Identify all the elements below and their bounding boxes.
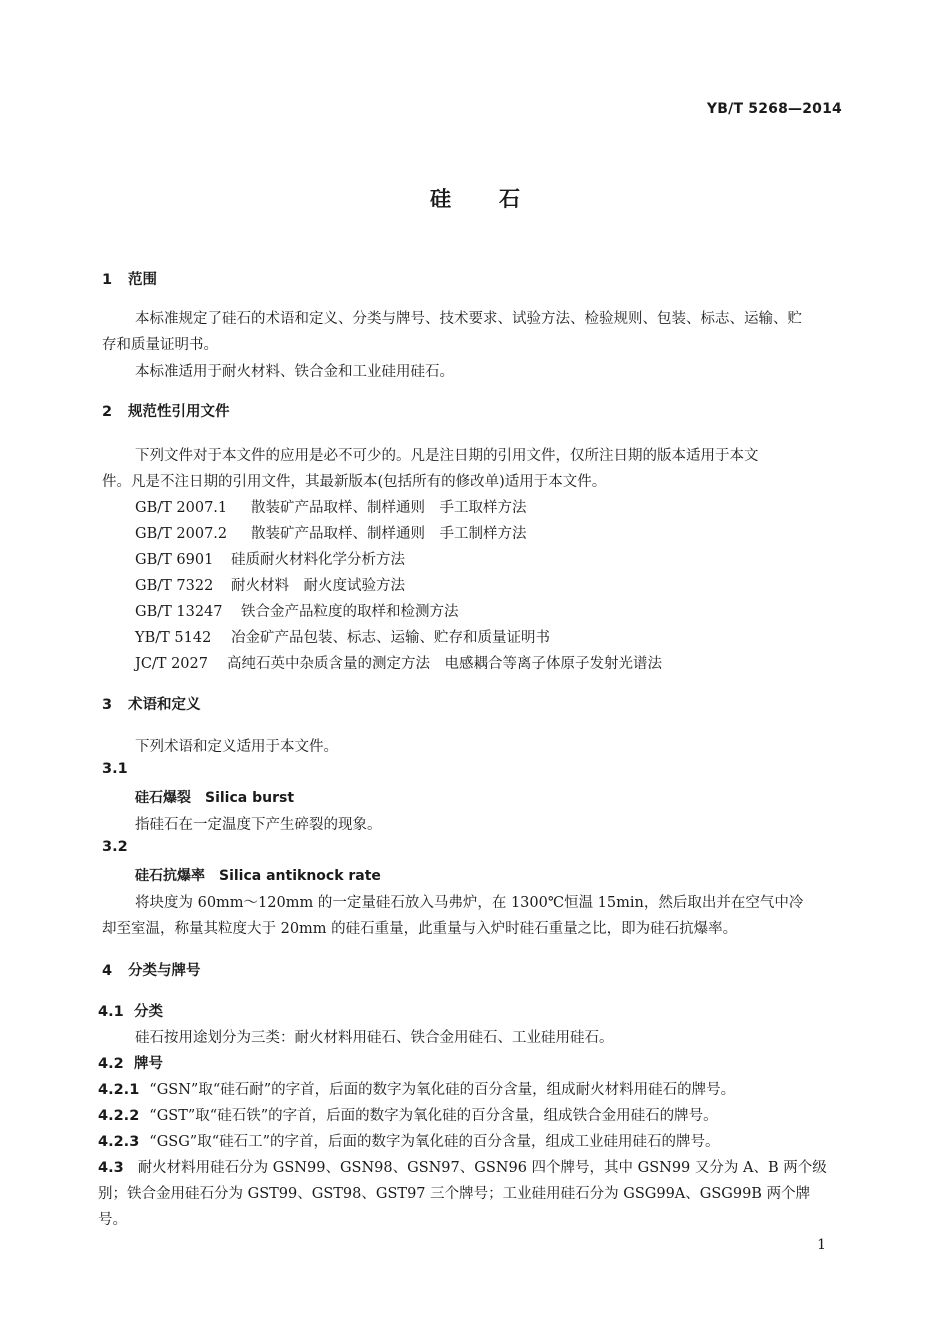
term-entry xyxy=(135,865,381,885)
clause-4-2-3 xyxy=(98,1130,720,1151)
definition-line: 将块度为 60mm～120mm 的一定量硅石放入马弗炉，在 1300℃恒温 15min，然后取出并在空气中冷 xyxy=(135,895,804,911)
term-chinese: 硅石爆裂 xyxy=(135,790,191,806)
reference-title: 硅质耐火材料化学分析方法 xyxy=(231,552,405,568)
definition-line: 指硅石在一定温度下产生碎裂的现象。 xyxy=(135,817,382,833)
clause-number: 4.3 xyxy=(98,1160,124,1176)
clause-number: 3.1 xyxy=(102,761,128,777)
subsection-number: 4.2 xyxy=(98,1056,124,1072)
clause-number: 4.2.2 xyxy=(98,1108,140,1124)
paragraph-line: 件。凡是不注日期的引用文件，其最新版本(包括所有的修改单)适用于本文件。 xyxy=(102,474,607,490)
clause-4-3 xyxy=(98,1156,827,1177)
clause-text: “GSG”取“硅石工”的字首，后面的数字为氧化硅的百分含量，组成工业硅用硅石的牌号。 xyxy=(149,1134,720,1150)
subsection-title: 牌号 xyxy=(134,1056,163,1072)
clause-4-2-1 xyxy=(98,1078,735,1099)
definition-line: 却至室温，称量其粒度大于 20mm 的硅石重量，此重量与入炉时硅石重量之比，即为硅石抗爆率。 xyxy=(102,921,738,937)
reference-code: GB/T 13247 xyxy=(135,604,223,620)
section-1-heading xyxy=(102,268,157,289)
clause-text: “GSN”取“硅石耐”的字首，后面的数字为氧化硅的百分含量，组成耐火材料用硅石的牌号。 xyxy=(149,1082,736,1098)
section-2-heading xyxy=(102,400,230,421)
term-chinese: 硅石抗爆率 xyxy=(135,868,205,884)
reference-code: GB/T 2007.1 xyxy=(135,500,228,516)
section-3-heading xyxy=(102,693,201,714)
paragraph-line: 下列文件对于本文件的应用是必不可少的。凡是注日期的引用文件，仅所注日期的版本适用于本文 xyxy=(135,448,759,464)
reference-item xyxy=(135,574,405,595)
section-number: 4 xyxy=(102,963,113,979)
section-title: 规范性引用文件 xyxy=(128,404,230,420)
reference-title: 高纯石英中杂质含量的测定方法 电感耦合等离子体原子发射光谱法 xyxy=(227,656,662,672)
page-number: 1 xyxy=(817,1237,826,1253)
reference-title: 冶金矿产品包装、标志、运输、贮存和质量证明书 xyxy=(231,630,550,646)
reference-item xyxy=(135,626,550,647)
reference-code: JC/T 2027 xyxy=(135,656,208,672)
reference-title: 散装矿产品取样、制样通则 手工取样方法 xyxy=(251,500,527,516)
subsection-4-2-heading xyxy=(98,1052,163,1073)
paragraph-line: 本标准适用于耐火材料、铁合金和工业硅用硅石。 xyxy=(135,364,454,380)
section-title: 术语和定义 xyxy=(128,697,201,713)
standard-number: YB/T 5268—2014 xyxy=(706,101,842,117)
clause-text: “GST”取“硅石铁”的字首，后面的数字为氧化硅的百分含量，组成铁合金用硅石的牌号。 xyxy=(149,1108,718,1124)
reference-title: 铁合金产品粒度的取样和检测方法 xyxy=(241,604,459,620)
subsection-4-1-heading xyxy=(98,1000,163,1021)
section-4-heading xyxy=(102,959,201,980)
clause-number: 4.2.1 xyxy=(98,1082,140,1098)
paragraph-line: 硅石按用途划分为三类：耐火材料用硅石、铁合金用硅石、工业硅用硅石。 xyxy=(135,1030,614,1046)
reference-item xyxy=(135,652,662,673)
section-title: 分类与牌号 xyxy=(128,963,201,979)
reference-item xyxy=(135,548,405,569)
reference-title: 耐火材料 耐火度试验方法 xyxy=(231,578,405,594)
paragraph-line: 存和质量证明书。 xyxy=(102,337,218,353)
paragraph-line: 号。 xyxy=(98,1212,127,1228)
paragraph-line: 别；铁合金用硅石分为 GST99、GST98、GST97 三个牌号；工业硅用硅石分为 GSG99A、GSG99B 两个牌 xyxy=(98,1186,811,1202)
clause-4-2-2 xyxy=(98,1104,718,1125)
term-entry xyxy=(135,787,294,807)
section-title: 范围 xyxy=(128,272,157,288)
reference-code: GB/T 7322 xyxy=(135,578,214,594)
reference-title: 散装矿产品取样、制样通则 手工制样方法 xyxy=(251,526,527,542)
page-title: 硅石 xyxy=(430,187,568,211)
reference-code: GB/T 2007.2 xyxy=(135,526,228,542)
subsection-title: 分类 xyxy=(134,1004,163,1020)
reference-code: YB/T 5142 xyxy=(135,630,212,646)
paragraph-line: 下列术语和定义适用于本文件。 xyxy=(135,739,338,755)
clause-number: 4.2.3 xyxy=(98,1134,140,1150)
subsection-number: 4.1 xyxy=(98,1004,124,1020)
term-english: Silica burst xyxy=(205,790,295,806)
term-english: Silica antiknock rate xyxy=(219,868,381,884)
clause-text: 耐火材料用硅石分为 GSN99、GSN98、GSN97、GSN96 四个牌号，其中 GSN99 又分为 A、B 两个级 xyxy=(137,1160,827,1176)
section-number: 1 xyxy=(102,272,113,288)
reference-item xyxy=(135,522,527,543)
paragraph-line: 本标准规定了硅石的术语和定义、分类与牌号、技术要求、试验方法、检验规则、包装、标志、运输、贮 xyxy=(135,311,802,327)
reference-item xyxy=(135,600,459,621)
clause-number: 3.2 xyxy=(102,839,128,855)
section-number: 2 xyxy=(102,404,113,420)
section-number: 3 xyxy=(102,697,113,713)
reference-code: GB/T 6901 xyxy=(135,552,214,568)
reference-item xyxy=(135,496,527,517)
